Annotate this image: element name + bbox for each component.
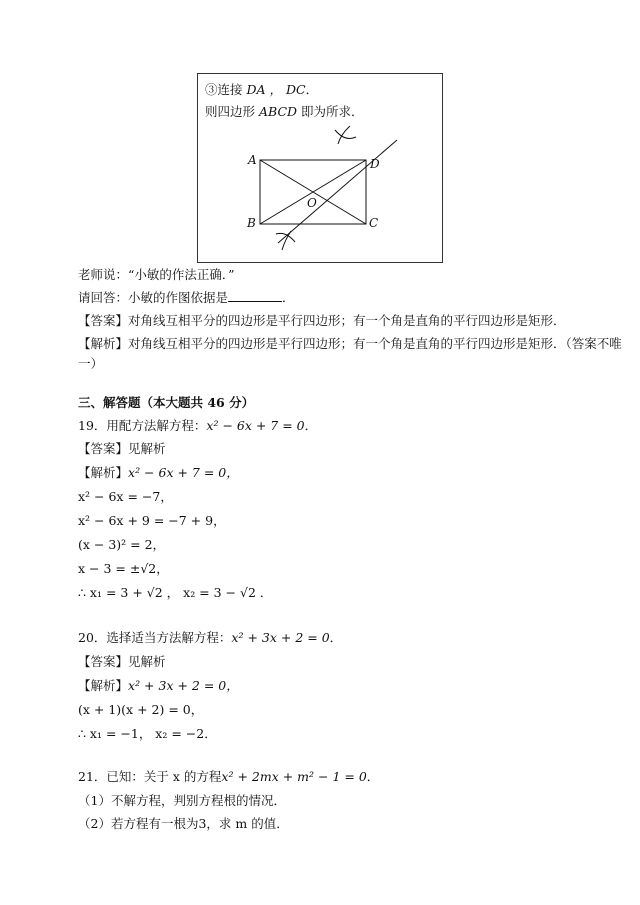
label-c: C xyxy=(369,216,379,230)
label-o: O xyxy=(307,196,317,210)
analysis-19-step-2: x² − 6x = −7， xyxy=(78,489,173,504)
label-b: B xyxy=(247,216,256,230)
section-3-heading: 三、解答题（本大题共 46 分） xyxy=(78,395,255,410)
question-21-part-1: （1）不解方程，判别方程根的情况． xyxy=(78,793,286,808)
question-19: 19．用配方法解方程：x² − 6x + 7 = 0． xyxy=(78,418,318,433)
extended-line-bd xyxy=(278,140,397,243)
answer-19: 【答案】见解析 xyxy=(78,441,166,456)
analysis-19-step-6: ∴ x₁ = 3 + √2 ， x₂ = 3 − √2 ． xyxy=(78,585,273,600)
question-21: 21．已知：关于 x 的方程x² + 2mx + m² − 1 = 0． xyxy=(78,769,380,784)
analysis-19-step-3: x² − 6x + 9 = −7 + 9， xyxy=(78,513,226,528)
analysis-20-step-1: 【解析】x² + 3x + 2 = 0， xyxy=(78,678,239,693)
rectangle-construction-diagram xyxy=(198,74,444,264)
construction-figure-box xyxy=(197,73,443,263)
analysis-20-step-3: ∴ x₁ = −1， x₂ = −2． xyxy=(78,726,217,741)
analysis-19-step-1: 【解析】x² − 6x + 7 = 0， xyxy=(78,465,239,480)
question-21-part-2: （2）若方程有一根为3，求 m 的值． xyxy=(78,816,289,831)
analysis-18-line-1: 【解析】对角线互相平分的四边形是平行四边形；有一个角是直角的平行四边形是矩形．（答案不唯 xyxy=(78,336,622,351)
question-18: 请回答：小敏的作图依据是 ． xyxy=(78,290,295,305)
label-d: D xyxy=(370,157,380,171)
figure-result: 则四边形 ABCD 即为所求． xyxy=(205,104,364,119)
label-a: A xyxy=(248,153,257,167)
answer-blank xyxy=(228,290,282,302)
question-20: 20．选择适当方法解方程：x² + 3x + 2 = 0． xyxy=(78,630,343,645)
figure-step-3: ③连接 DA ， DC． xyxy=(205,82,319,97)
analysis-19-step-4: (x − 3)² = 2， xyxy=(78,537,166,552)
teacher-comment: 老师说：“小敏的作法正确．” xyxy=(78,267,235,282)
analysis-18-line-2: 一） xyxy=(78,356,104,371)
answer-18: 【答案】对角线互相平分的四边形是平行四边形；有一个角是直角的平行四边形是矩形． xyxy=(78,313,566,328)
analysis-19-step-5: x − 3 = ±√2， xyxy=(78,561,169,576)
analysis-20-step-2: (x + 1)(x + 2) = 0， xyxy=(78,702,204,717)
answer-20: 【答案】见解析 xyxy=(78,654,166,669)
